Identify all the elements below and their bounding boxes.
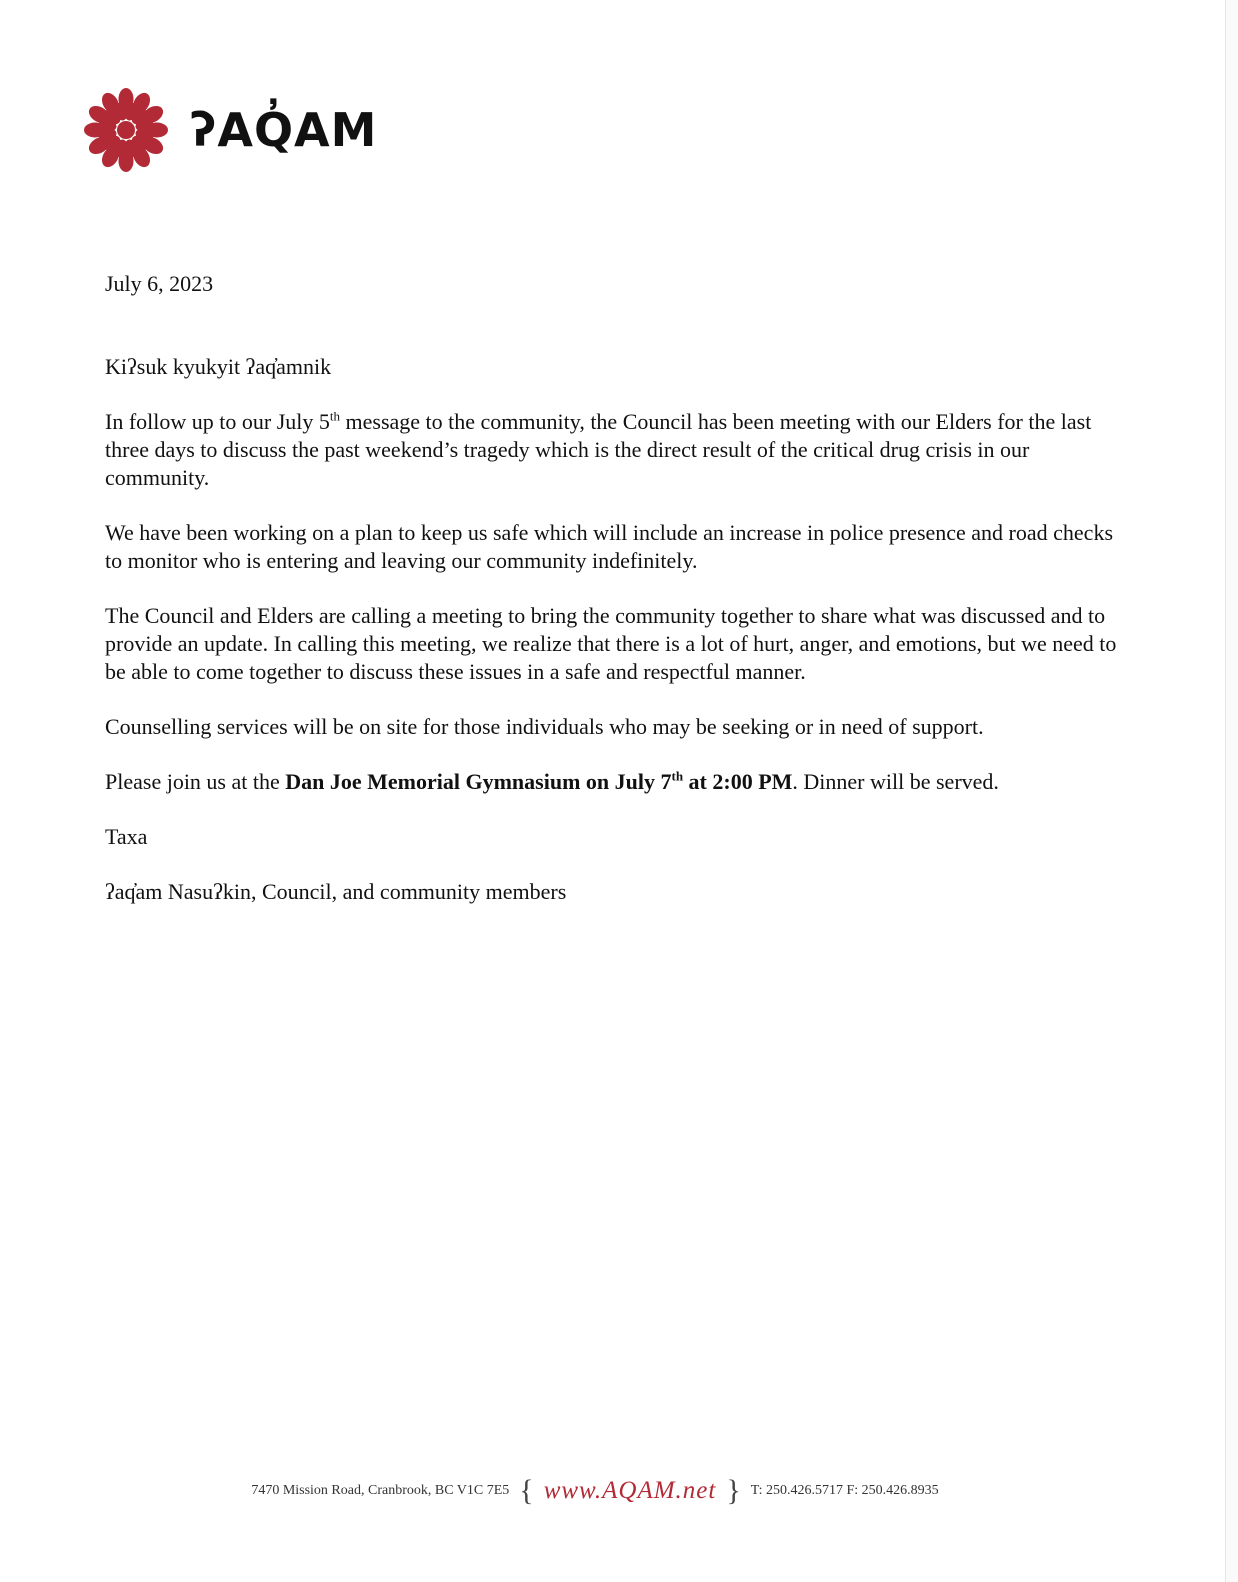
p1-text-a: In follow up to our July 5 — [105, 409, 330, 434]
page-edge — [1225, 0, 1238, 1582]
footer-website-link[interactable]: www.AQAM.net — [543, 1477, 717, 1504]
letterhead-footer — [0, 1474, 1190, 1508]
letter-body — [105, 270, 1135, 933]
paragraph-follow-up — [105, 408, 1135, 492]
p5-bold-b: at 2:00 PM — [683, 769, 793, 794]
p1-text-b: message to the community, the Council has been meeting with our Elders for the last three days to discuss the past weekend’s tragedy which is the direct result of the critical drug crisis in our community. — [105, 409, 1092, 490]
logo-wordmark: ʔAQ̓AM — [190, 103, 378, 157]
footer-address: 7470 Mission Road, Cranbrook, BC V1C 7E5 — [251, 1483, 510, 1498]
footer-brace-open: { — [519, 1474, 534, 1507]
letter-date: July 6, 2023 — [105, 271, 214, 296]
p5-superscript: th — [671, 768, 684, 784]
salutation: Kiʔsuk kyukyit ʔaq̓amnik — [105, 354, 332, 379]
p5-location — [285, 769, 792, 794]
aqam-logo — [80, 84, 377, 176]
paragraph-safety-plan: We have been working on a plan to keep us safe which will include an increase in police presence and road checks to monitor who is entering and leaving our community indefinitely. — [105, 520, 1114, 573]
p1-superscript: th — [329, 408, 341, 424]
footer-phone-fax: T: 250.426.5717 F: 250.426.8935 — [750, 1483, 939, 1498]
paragraph-meeting: The Council and Elders are calling a meeting to bring the community together to share what was discussed and to provide an update. In calling this meeting, we realize that there is a lot of hurt, anger, and emotions, but we need to be able to come together to discuss these issues in a safe and respectful manner. — [105, 603, 1117, 684]
p5-suffix: . Dinner will be served. — [792, 769, 999, 794]
signature: ʔaq̓am Nasuʔkin, Council, and community members — [105, 879, 567, 904]
p5-bold-a: Dan Joe Memorial Gymnasium on July 7 — [285, 769, 672, 794]
footer-brace-close: } — [726, 1474, 741, 1507]
paragraph-counselling: Counselling services will be on site for those individuals who may be seeking or in need of support. — [105, 714, 984, 739]
closing: Taxa — [105, 824, 148, 849]
paragraph-invitation — [105, 768, 1135, 796]
p5-prefix: Please join us at the — [105, 769, 286, 794]
flower-logo-icon — [80, 84, 172, 176]
logo-center — [117, 121, 135, 139]
